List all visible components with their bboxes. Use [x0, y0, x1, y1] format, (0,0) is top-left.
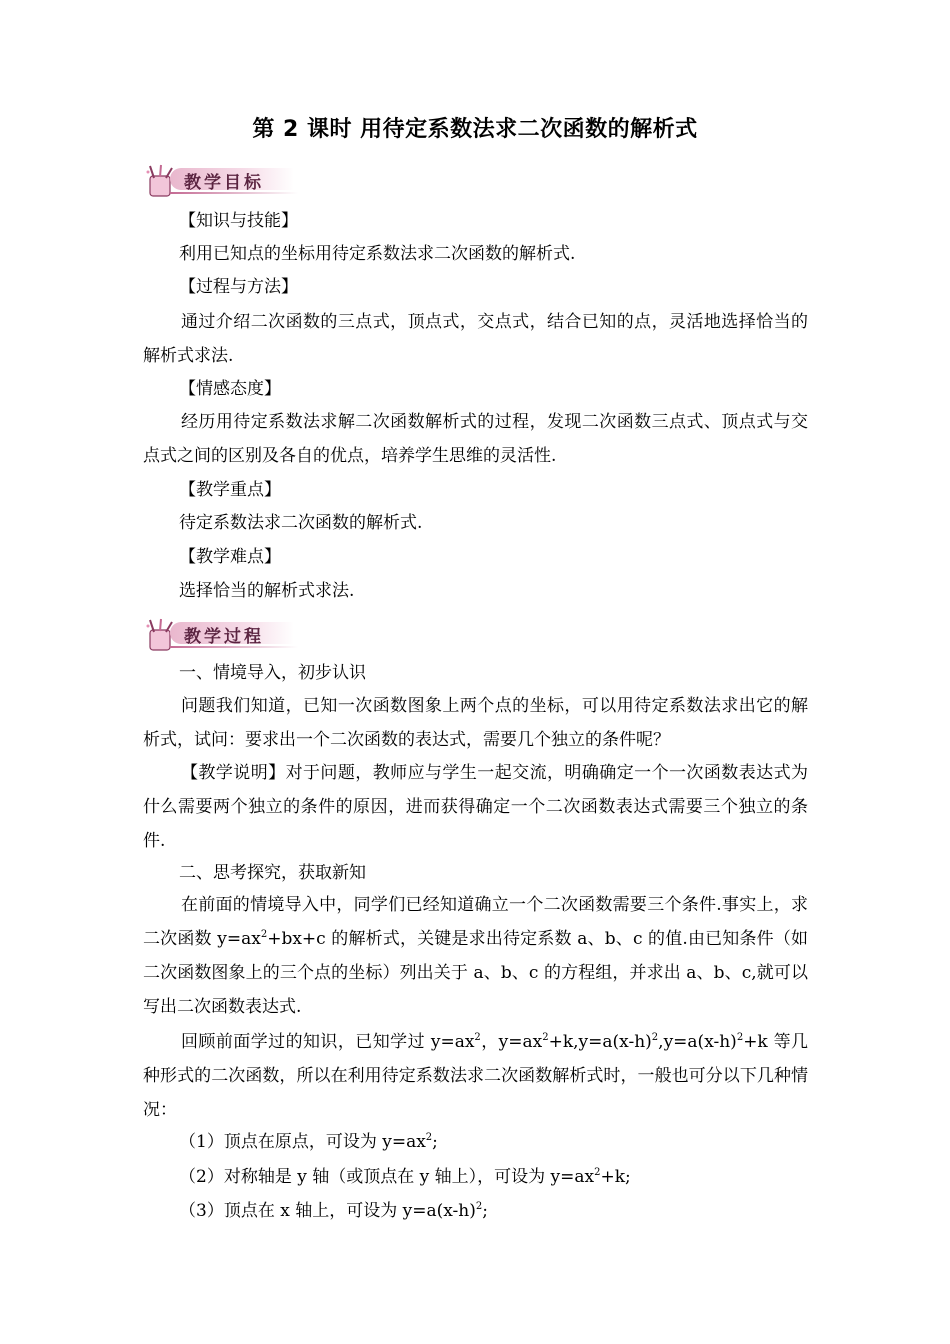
section1-note: 【教学说明】对于问题，教师应与学生一起交流，明确确定一个一次函数表达式为什么需要两个独立的条件的原因，进而获得确定一个二次函数表达式需要三个独立的条件.	[143, 763, 808, 851]
section1-title: 一、情境导入，初步认识	[179, 663, 366, 683]
section2-paragraph2: 回顾前面学过的知识，已知学过 $y=ax^2$，$y=ax^2+k,y=a(x-h)^2,y=a(x-h)^2+k$ 等几种形式的二次函数，所以在利用待定系数法求二次函数解析式时，一般也可分以下几种情况：	[143, 1032, 808, 1120]
knowledge-text: 利用已知点的坐标用待定系数法求二次函数的解析式.	[179, 244, 576, 264]
emotion-heading: 【情感态度】	[179, 379, 281, 399]
banner-label: 教学过程	[184, 627, 264, 647]
emotion-text: 经历用待定系数法求解二次函数解析式的过程，发现二次函数三点式、顶点式与交点式之间的区别及各自的优点，培养学生思维的灵活性.	[143, 412, 808, 466]
case-2: （2）对称轴是 y 轴（或顶点在 y 轴上），可设为 $y=ax^2+k$;	[179, 1167, 631, 1187]
process-method-heading: 【过程与方法】	[179, 277, 298, 297]
section1-text: 问题我们知道，已知一次函数图象上两个点的坐标，可以用待定系数法求出它的解析式，试问：要求出一个二次函数的表达式，需要几个独立的条件呢？	[143, 696, 808, 750]
process-banner	[140, 612, 300, 654]
page-title: 第 2 课时 用待定系数法求二次函数的解析式	[252, 117, 698, 142]
case-1: （1）顶点在原点，可设为 $y=ax^2$;	[179, 1132, 438, 1152]
banner-label: 教学目标	[184, 173, 264, 193]
knowledge-heading: 【知识与技能】	[179, 211, 298, 231]
difficulty-text: 选择恰当的解析式求法.	[179, 581, 355, 601]
objectives-banner	[140, 158, 300, 200]
section2-paragraph1: 在前面的情境导入中，同学们已经知道确立一个二次函数需要三个条件.事实上，求二次函数 $y=ax^2+bx+c$ 的解析式，关键是求出待定系数 a、b、c 的值.由已知条件（如二次函数图象上的三个点的坐标）列出关于 a、b、c 的方程组，并求出 a、b、c,就可以写出二次函数表达式.	[143, 895, 808, 1017]
process-method-text: 通过介绍二次函数的三点式，顶点式，交点式，结合已知的点，灵活地选择恰当的解析式求法.	[143, 312, 808, 366]
case-3: （3）顶点在 x 轴上，可设为 $y=a(x-h)^2$;	[179, 1201, 488, 1221]
key-point-heading: 【教学重点】	[179, 480, 281, 500]
section2-title: 二、思考探究，获取新知	[179, 863, 366, 883]
key-point-text: 待定系数法求二次函数的解析式.	[179, 513, 423, 533]
difficulty-heading: 【教学难点】	[179, 547, 281, 567]
